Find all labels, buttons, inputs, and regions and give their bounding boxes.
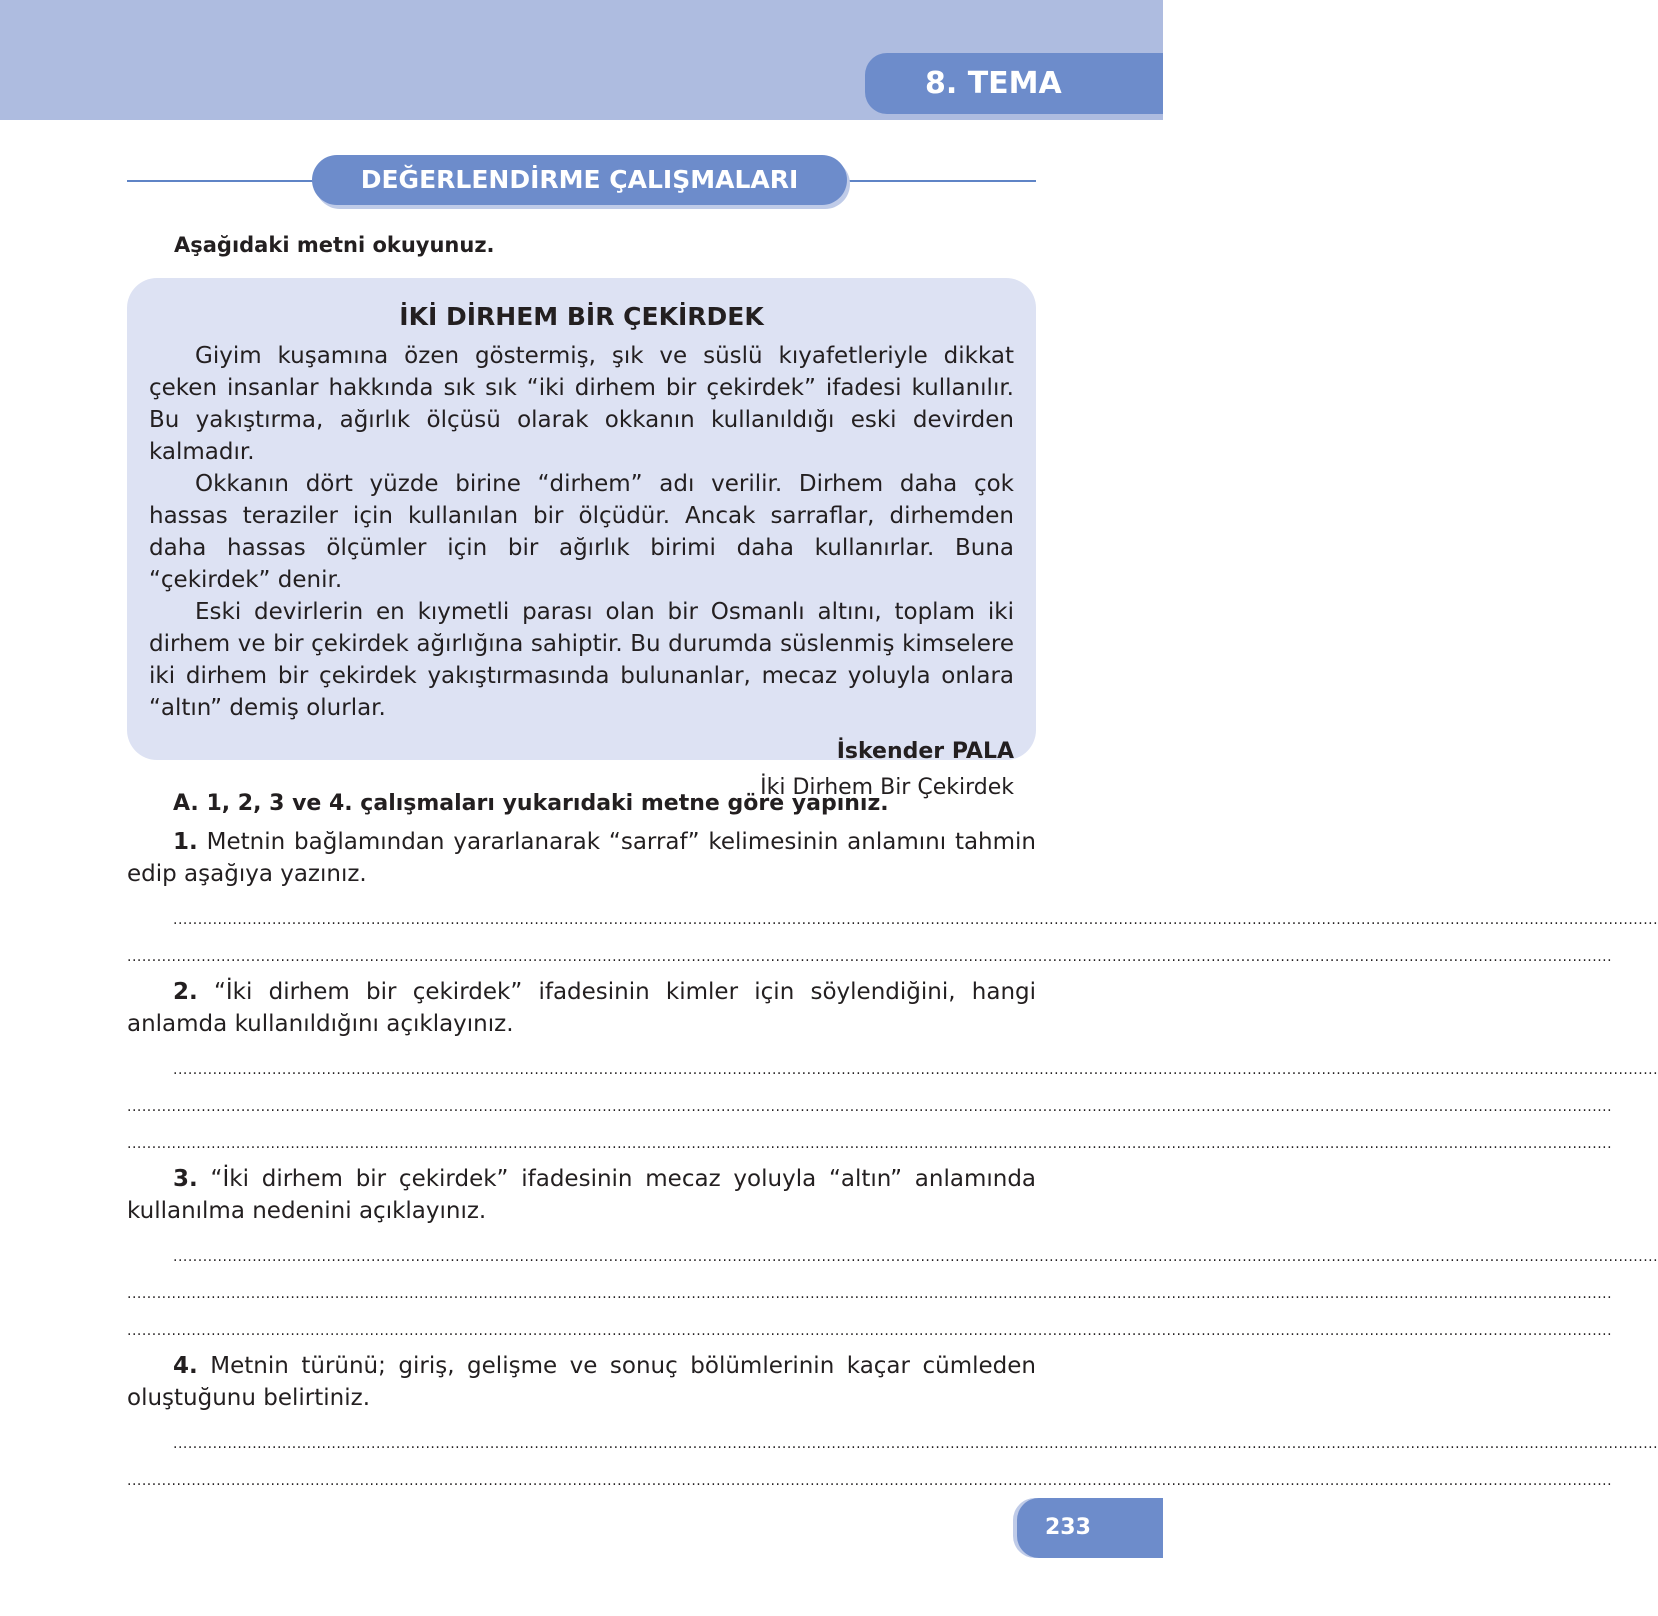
theme-tab: 8. TEMA [865,53,1163,114]
question-text: “İki dirhem bir çekirdek” ifadesinin mecaz yoluyla “altın” anlamında kullanılma nedenini açıklayınız. [127,1166,1037,1224]
question-number: 4. [173,1353,198,1379]
answer-line[interactable]: ............................................................................................................................................................................................................................................................................................................ [127,1099,1613,1115]
answer-line[interactable]: ............................................................................................................................................................................................................................................................................................................ [127,1286,1613,1302]
reading-author: İskender PALA [836,739,1014,764]
section-rule-right [840,180,1036,182]
question-4 [127,1350,1036,1414]
question-2 [127,976,1036,1040]
reading-title: İKİ DİRHEM BİR ÇEKİRDEK [399,302,764,331]
instruction-text: Aşağıdaki metni okuyunuz. [174,233,495,257]
answer-line[interactable]: ............................................................................................................................................................................................................................................................................................................ [173,1436,1658,1452]
answer-line[interactable]: ............................................................................................................................................................................................................................................................................................................ [127,949,1613,965]
question-text: Metnin türünü; giriş, gelişme ve sonuç bölümlerinin kaçar cümleden oluştuğunu belirtiniz. [127,1353,1037,1411]
question-number: 1. [173,829,198,855]
question-number: 2. [173,979,198,1005]
answer-line[interactable]: ............................................................................................................................................................................................................................................................................................................ [173,912,1658,928]
question-text: “İki dirhem bir çekirdek” ifadesinin kimler için söylendiğini, hangi anlamda kullanıldığını açıklayınız. [127,979,1037,1037]
question-3 [127,1163,1036,1227]
answer-line[interactable]: ............................................................................................................................................................................................................................................................................................................ [127,1136,1613,1152]
page-number: 233 [1017,1498,1163,1558]
reading-source: İki Dirhem Bir Çekirdek [760,775,1014,800]
question-1 [127,826,1036,890]
answer-line[interactable]: ............................................................................................................................................................................................................................................................................................................ [127,1323,1613,1339]
questions-section [127,788,1658,1500]
reading-box [127,278,1036,800]
question-number: 3. [173,1166,198,1192]
section-title: DEĞERLENDİRME ÇALIŞMALARI [312,155,847,205]
section-rule-left [127,180,327,182]
answer-line[interactable]: ............................................................................................................................................................................................................................................................................................................ [127,1473,1613,1489]
reading-paragraph: Giyim kuşamına özen göstermiş, şık ve süslü kıyafetleriyle dikkat çeken insanlar hakkında sık sık “iki dirhem bir çekirdek” ifadesi kullanılır. Bu yakıştırma, ağırlık ölçüsü olarak okkanın kullanıldığı eski devirden kalmadır. [149,343,1014,465]
answer-line[interactable]: ............................................................................................................................................................................................................................................................................................................ [173,1249,1658,1265]
reading-paragraph: Okkanın dört yüzde birine “dirhem” adı verilir. Dirhem daha çok hassas teraziler için kullanılan bir ölçüdür. Ancak sarraflar, dirhemden daha hassas ölçümler için bir ağırlık birimi daha kullanırlar. Buna “çekirdek” denir. [149,471,1014,593]
reading-paragraph: Eski devirlerin en kıymetli parası olan bir Osmanlı altını, toplam iki dirhem ve bir çekirdek ağırlığına sahiptir. Bu durumda süslenmiş kimselere iki dirhem bir çekirdek yakıştırmasında bulunanlar, mecaz yoluyla onlara “altın” demiş olurlar. [149,599,1014,721]
question-text: Metnin bağlamından yararlanarak “sarraf” kelimesinin anlamını tahmin edip aşağıya yazınız. [127,829,1037,887]
answer-line[interactable]: ............................................................................................................................................................................................................................................................................................................ [173,1062,1658,1078]
questions-intro: A. 1, 2, 3 ve 4. çalışmaları yukarıdaki metne göre yapınız. [173,791,889,816]
